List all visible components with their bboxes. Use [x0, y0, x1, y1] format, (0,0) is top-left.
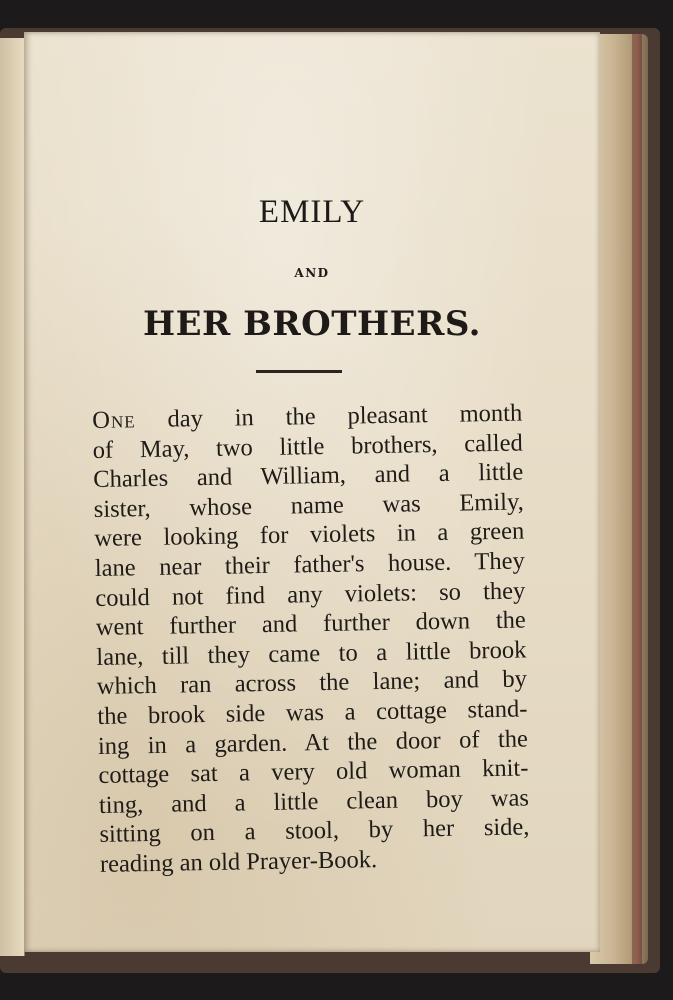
- left-page-edge: [0, 38, 25, 956]
- text-line: ting, and a little clean boy was: [98, 784, 530, 819]
- text-line: went further and further down the: [95, 606, 527, 642]
- title-rule: [256, 370, 342, 373]
- text-line: lane, till they came to a little brook: [96, 636, 527, 671]
- text-line: were looking for violets in a green: [94, 517, 525, 553]
- text-line: which ran across the lane; and by: [96, 665, 528, 701]
- first-line-rest: day in the pleasant month: [167, 399, 523, 433]
- title: EMILY: [258, 194, 366, 230]
- text-line-last: reading an old Prayer-Book.: [99, 846, 378, 878]
- text-line: Charles and William, and a little: [93, 458, 524, 494]
- text-line: lane near their father's house. They: [94, 547, 526, 582]
- title-conjunction: AND: [294, 266, 330, 280]
- text-line: sitting on a stool, by her side,: [99, 813, 530, 849]
- text-line: sister, whose name was Emily,: [93, 488, 524, 523]
- opening-word: One: [92, 406, 136, 434]
- story-text: [92, 398, 530, 879]
- text-line: cottage sat a very old woman knit-: [98, 754, 529, 790]
- subtitle: HER BROTHERS.: [142, 304, 482, 344]
- text-line: the brook side was a cottage stand-: [97, 695, 528, 730]
- book-page: [24, 32, 600, 952]
- text-line: could not find any violets: so they: [95, 577, 526, 612]
- text-line: ing in a garden. At the door of the: [97, 724, 529, 760]
- text-line: of May, two little brothers, called: [92, 429, 523, 464]
